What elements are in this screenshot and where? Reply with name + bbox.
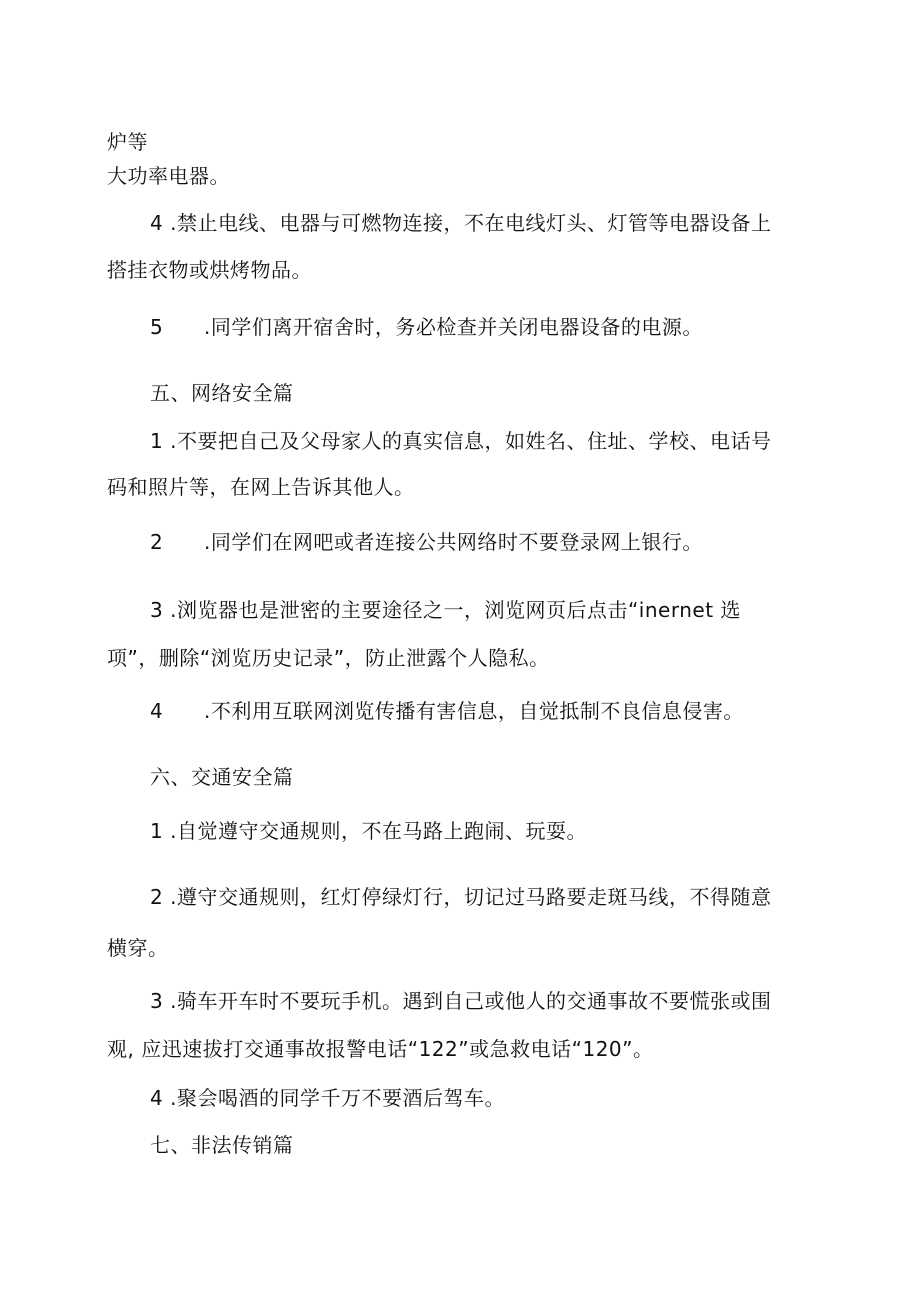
- list-item-text: 3 .骑车开车时不要玩手机。遇到自己或他人的交通事故不要慌张或围: [150, 989, 772, 1013]
- section-heading: 六、交通安全篇: [150, 765, 294, 789]
- list-item-number: 5: [150, 315, 164, 339]
- list-item-text: 1 .不要把自己及父母家人的真实信息，如姓名、住址、学校、电话号: [150, 429, 772, 453]
- list-item-number: 2: [150, 530, 164, 554]
- text-line: 搭挂衣物或烘烤物品。: [107, 258, 312, 282]
- text-line: 码和照片等，在网上告诉其他人。: [107, 475, 415, 499]
- text-line: 横穿。: [107, 936, 169, 960]
- list-item-text: 4 .聚会喝酒的同学千万不要酒后驾车。: [150, 1086, 505, 1110]
- list-item-text: .不利用互联网浏览传播有害信息，自觉抵制不良信息侵害。: [204, 699, 744, 723]
- list-item-text: .同学们在网吧或者连接公共网络时不要登录网上银行。: [204, 530, 703, 554]
- list-item-number: 4: [150, 699, 164, 723]
- section-heading: 五、网络安全篇: [150, 381, 294, 405]
- list-item-text: 3 .浏览器也是泄密的主要途径之一，浏览网页后点击“inernet 选: [150, 598, 741, 622]
- text-line: 观, 应迅速拔打交通事故报警电话“122”或急救电话“120”。: [107, 1037, 654, 1061]
- text-line: 炉等: [107, 130, 148, 154]
- list-item-text: 4 .禁止电线、电器与可燃物连接，不在电线灯头、灯管等电器设备上: [150, 211, 772, 235]
- list-item-text: 2 .遵守交通规则，红灯停绿灯行，切记过马路要走斑马线，不得随意: [150, 885, 772, 909]
- section-heading: 七、非法传销篇: [150, 1133, 294, 1157]
- list-item-text: 1 .自觉遵守交通规则，不在马路上跑闹、玩耍。: [150, 819, 587, 843]
- text-line: 项”，删除“浏览历史记录”，防止泄露个人隐私。: [107, 646, 550, 670]
- list-item-text: .同学们离开宿舍时，务必检查并关闭电器设备的电源。: [204, 315, 703, 339]
- text-line: 大功率电器。: [107, 164, 230, 188]
